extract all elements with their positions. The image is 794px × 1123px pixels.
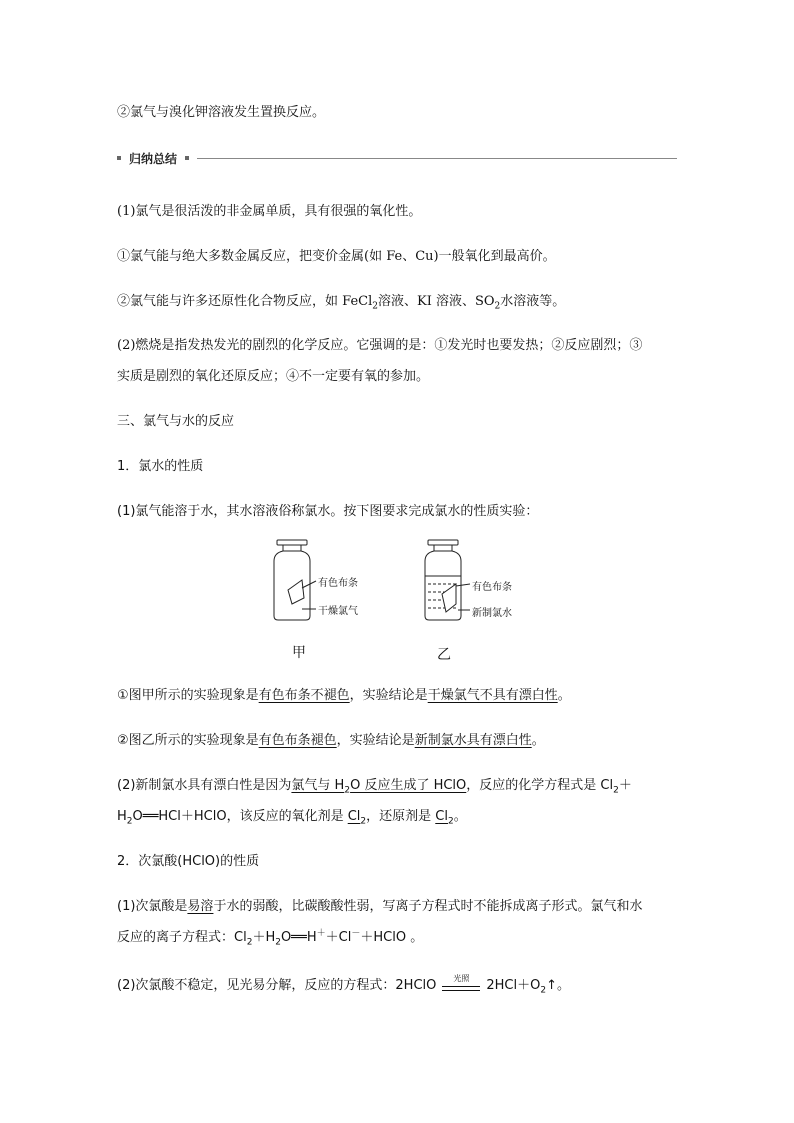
label-a-gas: 干燥氯气	[318, 606, 358, 617]
section-heading-3: 三、氯气与水的反应	[117, 414, 235, 429]
bottle-b-icon	[425, 540, 470, 620]
header-rule	[197, 158, 677, 159]
header-square-icon	[117, 156, 121, 160]
paragraph-decomposition: (2)次氯酸不稳定，见光易分解，反应的方程式：2HClO 光照 $2HCl+O_2↑$。	[117, 978, 570, 994]
header-square-icon	[185, 156, 189, 160]
paragraph-hclo-line1: (1)次氯酸是易溶于水的弱酸，比碳酸酸性弱，写离子方程式时不能拆成离子形式。氯气和水	[117, 899, 643, 914]
label-b-water: 新制氯水	[472, 608, 512, 619]
bottle-a-icon	[274, 540, 316, 620]
paragraph-intro: (1)氯气能溶于水，其水溶液俗称氯水。按下图要求完成氯水的性质实验：	[117, 504, 539, 519]
summary-4-line2: 实质是剧烈的氧化还原反应；④不一定要有氧的参加。	[117, 369, 430, 384]
observation-1: ①图甲所示的实验现象是有色布条不褪色，实验结论是干燥氯气不具有漂白性。	[117, 688, 571, 703]
paragraph-bleach-line2: $H_2O══HCl+HClO$，该反应的氧化剂是 $Cl_2$，还原剂是 $Cl_2$。	[117, 809, 467, 827]
observation-2: ②图乙所示的实验现象是有色布条褪色，实验结论是新制氯水具有漂白性。	[117, 733, 545, 748]
label-b-cloth: 有色布条	[472, 582, 512, 593]
subheading-2: 2．次氯酸(HClO)的性质	[117, 854, 260, 869]
summary-2: ①氯气能与绝大多数金属反应，把变价金属(如 Fe、Cu)一般氧化到最高价。	[117, 249, 556, 264]
section-header	[117, 151, 677, 165]
label-a-cloth: 有色布条	[318, 578, 358, 589]
summary-3: ②氯气能与许多还原性化合物反应，如 FeCl$_2$溶液、KI 溶液、$SO_2$水溶液等。	[117, 294, 566, 312]
paragraph-hclo-line2: 反应的离子方程式：$Cl_2+H_2O══H^++Cl^-+HClO$ 。	[117, 928, 424, 948]
caption-b: 乙	[437, 647, 451, 663]
summary-1: (1)氯气是很活泼的非金属单质，具有很强的氧化性。	[117, 204, 422, 219]
reaction-arrow	[442, 973, 480, 993]
summary-4-line1: (2)燃烧是指发热发光的剧烈的化学反应。它强调的是：①发光时也要发热；②反应剧烈；③	[117, 338, 643, 353]
paragraph-bleach-line1: (2)新制氯水具有漂白性是因为氯气与 $H_2O$ 反应生成了 HClO，反应的化学方程式是 $Cl_2+$	[117, 778, 632, 796]
section-title: 归纳总结	[129, 152, 178, 166]
subheading-1: 1．氯水的性质	[117, 459, 204, 474]
paragraph-bromide: ②氯气与溴化钾溶液发生置换反应。	[117, 105, 326, 120]
condition-label: 光照	[453, 973, 470, 983]
experiment-figure	[258, 538, 538, 663]
caption-a: 甲	[292, 645, 306, 661]
